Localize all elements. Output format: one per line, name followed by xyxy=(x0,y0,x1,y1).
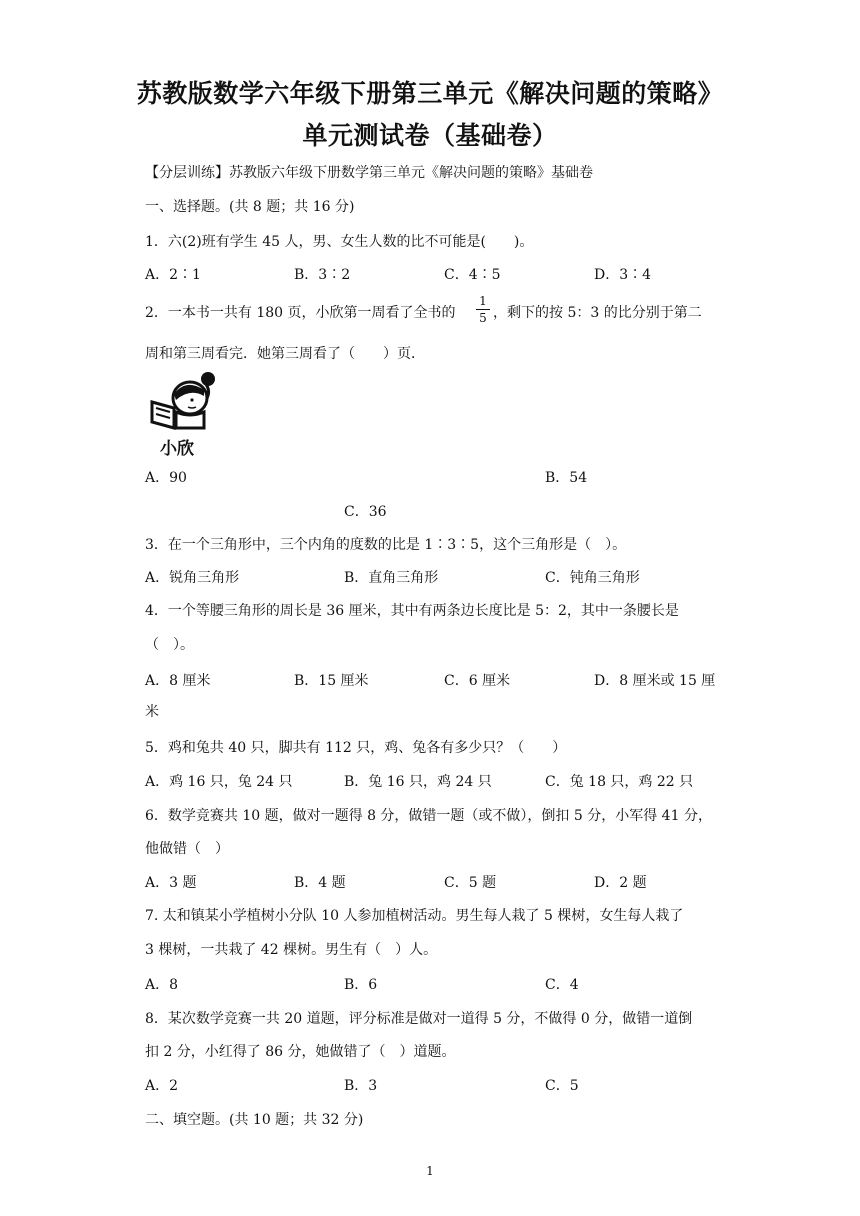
q8-option-a: A．2 xyxy=(145,1078,179,1094)
subtitle: 【分层训练】苏教版六年级下册数学第三单元《解决问题的策略》基础卷 xyxy=(145,165,593,181)
question-8-line2: 扣 2 分，小红得了 86 分，她做错了（ ）道题。 xyxy=(145,1044,456,1060)
fraction-bar xyxy=(476,309,490,310)
question-3: 3．在一个三角形中，三个内角的度数的比是 1∶3∶5，这个三角形是（ ）。 xyxy=(145,537,627,553)
q1-option-c: C．4∶5 xyxy=(444,267,501,283)
page-title-line2: 单元测试卷（基础卷） xyxy=(302,121,558,150)
q6-option-b: B．4 题 xyxy=(294,875,346,891)
q3-option-c: C．钝角三角形 xyxy=(545,570,640,586)
question-2-cont: ，剩下的按 5：3 的比分别于第二 xyxy=(493,305,702,321)
q8-option-b: B．3 xyxy=(344,1078,378,1094)
section-heading-choice: 一、选择题。(共 8 题；共 16 分) xyxy=(145,199,355,215)
q1-option-b: B．3∶2 xyxy=(294,267,351,283)
q6-option-a: A．3 题 xyxy=(145,875,197,891)
section-heading-fill: 二、填空题。(共 10 题；共 32 分) xyxy=(145,1112,364,1128)
question-8: 8．某次数学竞赛一共 20 道题，评分标准是做对一道得 5 分，不做得 0 分，做错一道倒 xyxy=(145,1011,693,1027)
q2-option-a: A．90 xyxy=(145,470,187,486)
q4-option-d: D．8 厘米或 15 厘 xyxy=(594,673,716,689)
q6-option-d: D．2 题 xyxy=(594,875,647,891)
q1-option-d: D．3∶4 xyxy=(594,267,652,283)
question-6: 6．数学竞赛共 10 题，做对一题得 8 分，做错一题（或不做），倒扣 5 分，小军得 41 分， xyxy=(145,808,712,824)
question-5: 5．鸡和兔共 40 只，脚共有 112 只，鸡、兔各有多少只？（ ） xyxy=(145,740,567,756)
page-number: 1 xyxy=(426,1164,434,1178)
q7-option-a: A．8 xyxy=(145,977,179,993)
q5-option-a: A．鸡 16 只，兔 24 只 xyxy=(145,774,293,790)
q1-option-a: A．2∶1 xyxy=(145,267,201,283)
q4-option-b: B．15 厘米 xyxy=(294,673,369,689)
picture-name-label: 小欣 xyxy=(160,439,194,459)
q3-option-b: B．直角三角形 xyxy=(344,570,439,586)
fraction-denominator: 5 xyxy=(479,311,487,325)
question-2-line2: 周和第三周看完．她第三周看了（ ）页． xyxy=(145,346,425,362)
q4-option-c: C．6 厘米 xyxy=(444,673,511,689)
question-4-line2: （ ）。 xyxy=(145,637,194,653)
q5-option-c: C．兔 18 只，鸡 22 只 xyxy=(545,774,694,790)
fraction-one-fifth xyxy=(476,294,490,325)
q5-option-b: B．兔 16 只，鸡 24 只 xyxy=(344,774,492,790)
question-6-line2: 他做错（ ） xyxy=(145,841,229,857)
q2-option-c: C．36 xyxy=(344,504,387,520)
question-4: 4．一个等腰三角形的周长是 36 厘米，其中有两条边长度比是 5：2，其中一条腰长是 xyxy=(145,603,679,619)
q7-option-c: C．4 xyxy=(545,977,579,993)
question-1: 1．六(2)班有学生 45 人，男、女生人数的比不可能是( )。 xyxy=(145,234,534,250)
q4-option-a: A．8 厘米 xyxy=(145,673,211,689)
question-7: 7. 太和镇某小学植树小分队 10 人参加植树活动。男生每人栽了 5 棵树，女生每人栽了 xyxy=(145,908,684,924)
question-7-line2: 3 棵树，一共栽了 42 棵树。男生有（ ）人。 xyxy=(145,942,438,958)
fraction-numerator: 1 xyxy=(479,294,487,308)
page-title: 苏教版数学六年级下册第三单元《解决问题的策略》 xyxy=(136,79,724,108)
q3-option-a: A．锐角三角形 xyxy=(145,570,240,586)
q4-option-d-tail: 米 xyxy=(145,704,159,720)
question-2: 2．一本书一共有 180 页，小欣第一周看了全书的 xyxy=(145,305,456,321)
q7-option-b: B．6 xyxy=(344,977,378,993)
q8-option-c: C．5 xyxy=(545,1078,579,1094)
q6-option-c: C．5 题 xyxy=(444,875,497,891)
q2-option-b: B．54 xyxy=(545,470,588,486)
girl-reading-illustration xyxy=(146,370,226,460)
